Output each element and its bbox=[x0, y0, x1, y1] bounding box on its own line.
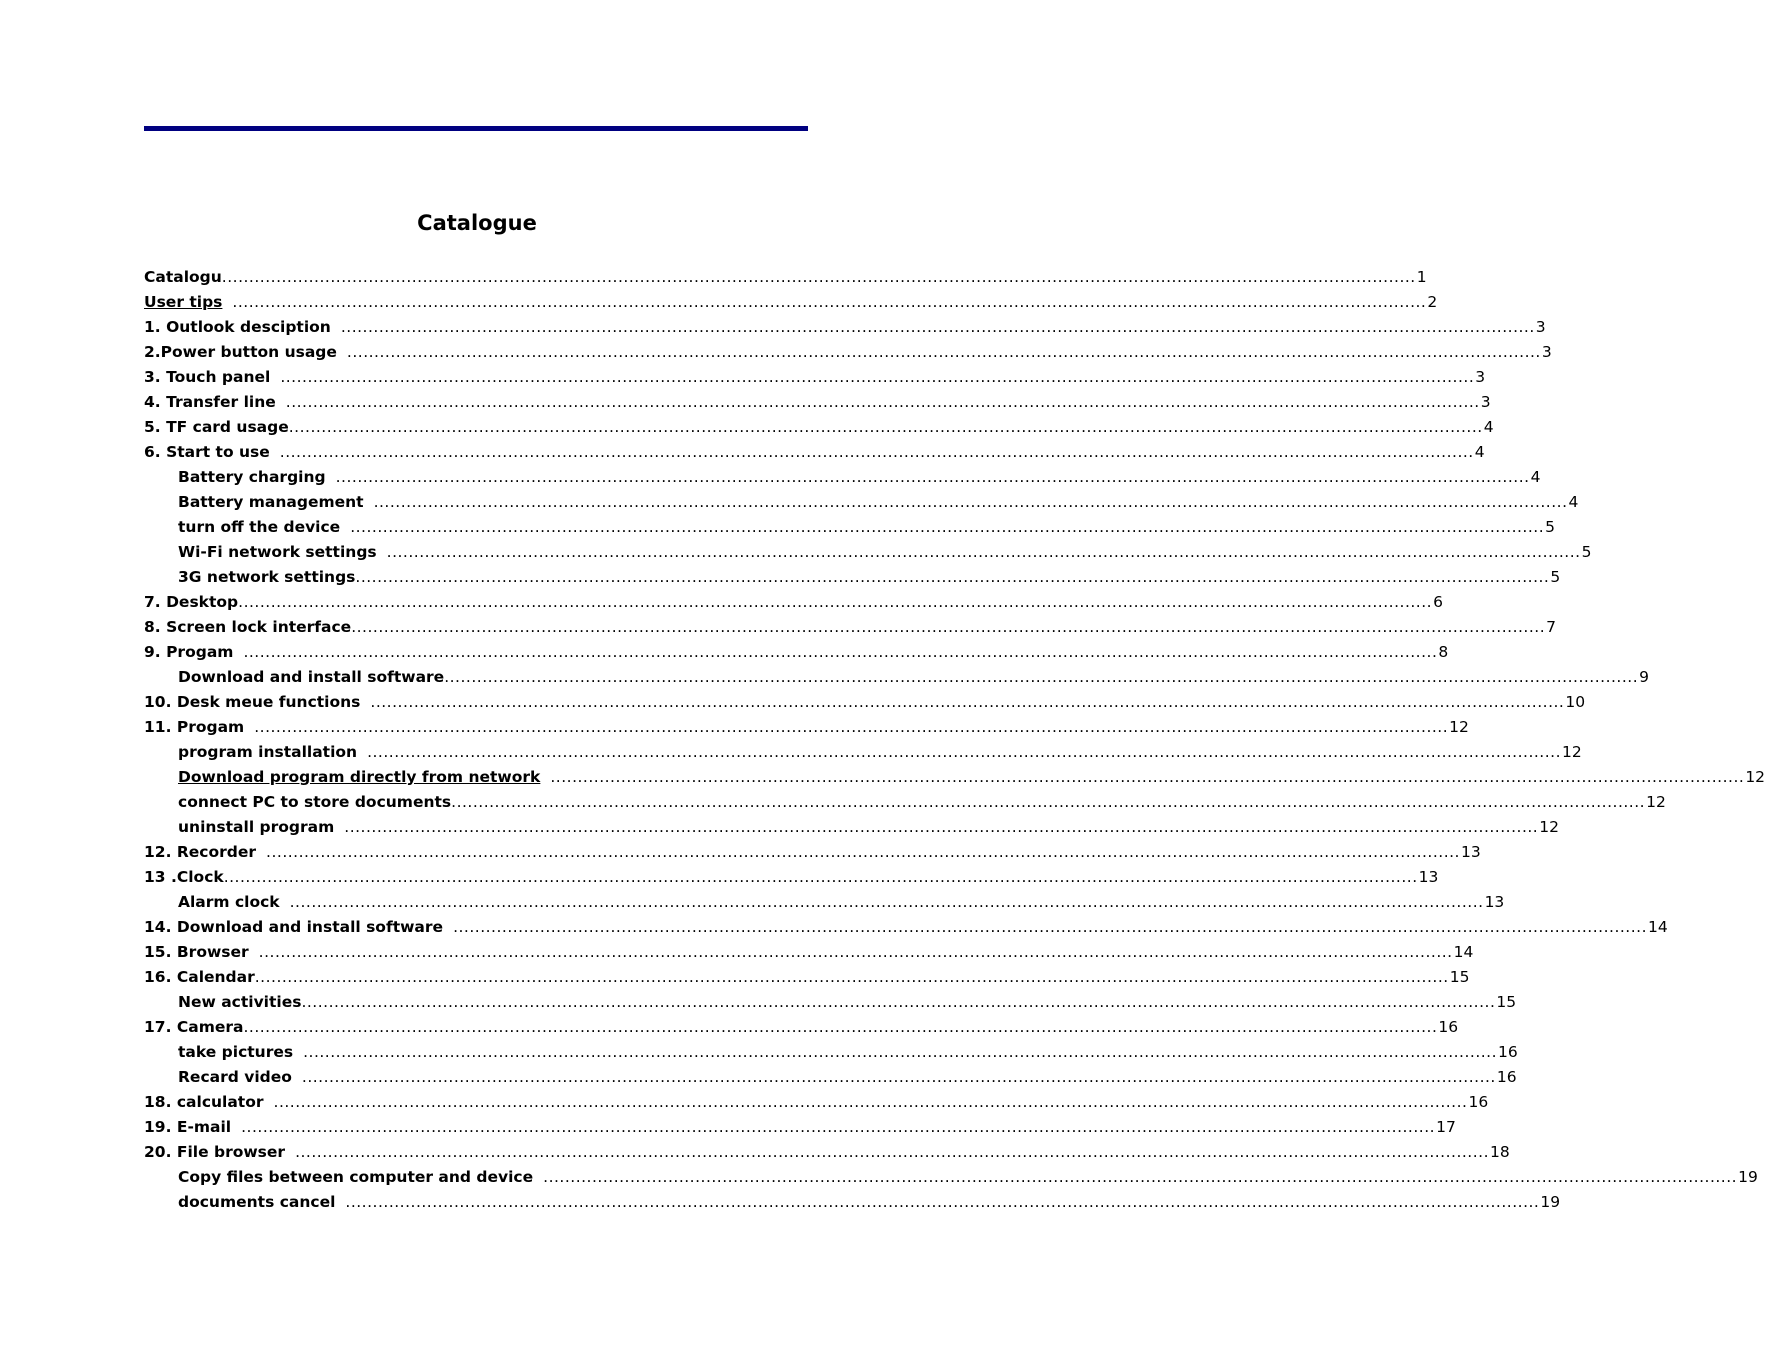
toc-entry-label: 7. Desktop bbox=[144, 593, 239, 611]
toc-dot-leader: ............................................................................................................................................................................................................................ bbox=[345, 1193, 1540, 1211]
toc-entry-page-number: 6 bbox=[1433, 593, 1443, 611]
toc-entry-page-number: 4 bbox=[1568, 493, 1579, 511]
toc-entry-label: 3. Touch panel bbox=[144, 368, 271, 386]
toc-entry[interactable] bbox=[144, 515, 1556, 540]
toc-entry[interactable] bbox=[144, 615, 1557, 640]
table-of-contents bbox=[144, 265, 1765, 1215]
toc-entry[interactable] bbox=[144, 840, 1481, 865]
toc-dot-leader: ............................................................................................................................................................................................................................ bbox=[543, 1168, 1738, 1186]
toc-entry-label: 5. TF card usage bbox=[144, 418, 289, 436]
toc-entry-page-number: 10 bbox=[1565, 693, 1586, 711]
toc-entry-page-number: 14 bbox=[1648, 918, 1668, 936]
toc-entry-page-number: 2 bbox=[1427, 293, 1438, 311]
toc-entry[interactable] bbox=[144, 765, 1765, 790]
toc-dot-leader: ............................................................................................................................................................................................................................ bbox=[258, 943, 1453, 961]
toc-entry-label: 3G network settings bbox=[178, 568, 356, 586]
toc-entry-page-number: 13 bbox=[1418, 868, 1439, 886]
toc-entry[interactable] bbox=[144, 590, 1443, 615]
toc-entry-page-number: 4 bbox=[1474, 443, 1485, 461]
toc-entry-label: 19. E-mail bbox=[144, 1118, 232, 1136]
toc-dot-leader: ............................................................................................................................................................................................................................ bbox=[223, 868, 1418, 886]
toc-dot-leader: ............................................................................................................................................................................................................................ bbox=[289, 893, 1484, 911]
toc-dot-leader: ............................................................................................................................................................................................................................ bbox=[285, 393, 1480, 411]
toc-dot-leader: ............................................................................................................................................................................................................................ bbox=[273, 1093, 1468, 1111]
toc-dot-leader: ............................................................................................................................................................................................................................ bbox=[301, 993, 1496, 1011]
toc-entry-page-number: 15 bbox=[1449, 968, 1470, 986]
toc-entry-page-number: 18 bbox=[1490, 1143, 1510, 1161]
toc-entry-page-number: 7 bbox=[1546, 618, 1557, 636]
toc-entry-label: 16. Calendar bbox=[144, 968, 255, 986]
toc-entry[interactable] bbox=[144, 890, 1505, 915]
toc-entry-page-number: 19 bbox=[1738, 1168, 1758, 1186]
toc-entry-page-number: 4 bbox=[1483, 418, 1494, 436]
toc-entry[interactable] bbox=[144, 990, 1517, 1015]
toc-entry[interactable] bbox=[144, 965, 1470, 990]
toc-entry[interactable] bbox=[144, 265, 1427, 290]
toc-dot-leader: ............................................................................................................................................................................................................................ bbox=[367, 743, 1562, 761]
toc-entry-label: 15. Browser bbox=[144, 943, 249, 961]
toc-dot-leader: ............................................................................................................................................................................................................................ bbox=[373, 493, 1568, 511]
toc-dot-leader: ............................................................................................................................................................................................................................ bbox=[238, 593, 1433, 611]
toc-dot-leader: ............................................................................................................................................................................................................................ bbox=[280, 368, 1475, 386]
toc-dot-leader: ............................................................................................................................................................................................................................ bbox=[344, 818, 1539, 836]
toc-dot-leader: ............................................................................................................................................................................................................................ bbox=[243, 643, 1438, 661]
toc-entry[interactable] bbox=[144, 390, 1491, 415]
toc-entry-page-number: 12 bbox=[1562, 743, 1582, 761]
toc-entry[interactable] bbox=[144, 365, 1486, 390]
toc-entry-page-number: 5 bbox=[1550, 568, 1561, 586]
toc-dot-leader: ............................................................................................................................................................................................................................ bbox=[453, 918, 1648, 936]
toc-entry-page-number: 1 bbox=[1416, 268, 1427, 286]
toc-entry-page-number: 16 bbox=[1498, 1043, 1518, 1061]
toc-entry-page-number: 3 bbox=[1480, 393, 1491, 411]
toc-entry[interactable] bbox=[144, 415, 1494, 440]
toc-entry-label: turn off the device bbox=[178, 518, 341, 536]
toc-dot-leader: ............................................................................................................................................................................................................................ bbox=[243, 1018, 1438, 1036]
toc-dot-leader: ............................................................................................................................................................................................................................ bbox=[351, 618, 1546, 636]
toc-entry-page-number: 12 bbox=[1646, 793, 1666, 811]
toc-entry[interactable] bbox=[144, 790, 1666, 815]
toc-entry-page-number: 16 bbox=[1496, 1068, 1517, 1086]
toc-entry-label: Alarm clock bbox=[178, 893, 280, 911]
toc-dot-leader: ............................................................................................................................................................................................................................ bbox=[350, 518, 1545, 536]
toc-entry-page-number: 3 bbox=[1475, 368, 1486, 386]
toc-entry[interactable] bbox=[144, 1090, 1489, 1115]
toc-entry-page-number: 5 bbox=[1581, 543, 1592, 561]
toc-dot-leader: ............................................................................................................................................................................................................................ bbox=[295, 1143, 1490, 1161]
toc-entry-label: documents cancel bbox=[178, 1193, 336, 1211]
toc-entry-page-number: 13 bbox=[1461, 843, 1481, 861]
toc-dot-leader: ............................................................................................................................................................................................................................ bbox=[288, 418, 1483, 436]
toc-entry-page-number: 19 bbox=[1540, 1193, 1561, 1211]
toc-entry[interactable] bbox=[144, 565, 1561, 590]
toc-dot-leader: ............................................................................................................................................................................................................................ bbox=[335, 468, 1530, 486]
toc-entry[interactable] bbox=[144, 1140, 1510, 1165]
toc-entry-label: 8. Screen lock interface bbox=[144, 618, 352, 636]
toc-dot-leader: ............................................................................................................................................................................................................................ bbox=[254, 968, 1449, 986]
toc-dot-leader: ............................................................................................................................................................................................................................ bbox=[444, 668, 1639, 686]
toc-dot-leader: ............................................................................................................................................................................................................................ bbox=[279, 443, 1474, 461]
toc-entry-page-number: 3 bbox=[1535, 318, 1546, 336]
toc-entry-page-number: 8 bbox=[1438, 643, 1449, 661]
toc-entry-page-number: 17 bbox=[1436, 1118, 1456, 1136]
toc-entry-label: program installation bbox=[178, 743, 358, 761]
toc-dot-leader: ............................................................................................................................................................................................................................ bbox=[386, 543, 1581, 561]
toc-entry[interactable] bbox=[144, 340, 1552, 365]
toc-entry-label: 9. Progam bbox=[144, 643, 234, 661]
toc-entry[interactable] bbox=[144, 1115, 1456, 1140]
toc-entry-label: connect PC to store documents bbox=[178, 793, 452, 811]
toc-dot-leader: ............................................................................................................................................................................................................................ bbox=[232, 293, 1427, 311]
toc-entry-label: New activities bbox=[178, 993, 302, 1011]
toc-dot-leader: ............................................................................................................................................................................................................................ bbox=[254, 718, 1449, 736]
toc-entry-label: 2.Power button usage bbox=[144, 343, 337, 361]
toc-dot-leader: ............................................................................................................................................................................................................................ bbox=[266, 843, 1460, 861]
toc-entry-label: 10. Desk meue functions bbox=[144, 693, 361, 711]
toc-entry[interactable] bbox=[144, 740, 1582, 765]
toc-entry-label: Wi-Fi network settings bbox=[178, 543, 377, 561]
toc-entry[interactable] bbox=[144, 865, 1439, 890]
toc-entry[interactable] bbox=[144, 315, 1546, 340]
toc-dot-leader: ............................................................................................................................................................................................................................ bbox=[301, 1068, 1496, 1086]
toc-dot-leader: ............................................................................................................................................................................................................................ bbox=[221, 268, 1416, 286]
toc-entry-page-number: 14 bbox=[1453, 943, 1474, 961]
toc-entry[interactable] bbox=[144, 715, 1469, 740]
toc-entry[interactable] bbox=[144, 640, 1449, 665]
toc-dot-leader: ............................................................................................................................................................................................................................ bbox=[340, 318, 1535, 336]
toc-entry-page-number: 3 bbox=[1541, 343, 1552, 361]
toc-entry-page-number: 15 bbox=[1496, 993, 1517, 1011]
toc-entry-label: take pictures bbox=[178, 1043, 294, 1061]
toc-dot-leader: ............................................................................................................................................................................................................................ bbox=[451, 793, 1646, 811]
toc-entry-page-number: 12 bbox=[1539, 818, 1559, 836]
toc-entry-label: 13 .Clock bbox=[144, 868, 224, 886]
toc-entry[interactable] bbox=[144, 440, 1485, 465]
toc-entry-page-number: 12 bbox=[1449, 718, 1469, 736]
toc-entry-label: 12. Recorder bbox=[144, 843, 257, 861]
toc-entry-page-number: 9 bbox=[1639, 668, 1650, 686]
toc-entry-label: Battery charging bbox=[178, 468, 326, 486]
toc-entry-page-number: 5 bbox=[1545, 518, 1556, 536]
toc-entry-page-number: 16 bbox=[1438, 1018, 1459, 1036]
toc-entry-label[interactable]: Download program directly from network bbox=[178, 768, 541, 786]
toc-entry[interactable] bbox=[144, 465, 1541, 490]
toc-entry[interactable] bbox=[144, 665, 1650, 690]
toc-entry[interactable] bbox=[144, 690, 1586, 715]
toc-entry[interactable] bbox=[144, 540, 1592, 565]
toc-entry-label: 11. Progam bbox=[144, 718, 245, 736]
toc-entry[interactable] bbox=[144, 290, 1438, 315]
toc-entry-label: Recard video bbox=[178, 1068, 292, 1086]
toc-dot-leader: ............................................................................................................................................................................................................................ bbox=[346, 343, 1541, 361]
toc-entry[interactable] bbox=[144, 1015, 1459, 1040]
toc-entry-label: 14. Download and install software bbox=[144, 918, 444, 936]
toc-entry[interactable] bbox=[144, 815, 1559, 840]
toc-dot-leader: ............................................................................................................................................................................................................................ bbox=[241, 1118, 1436, 1136]
toc-entry-label: uninstall program bbox=[178, 818, 335, 836]
page-title: Catalogue bbox=[417, 211, 537, 235]
toc-entry-page-number: 12 bbox=[1745, 768, 1765, 786]
toc-entry-label: Catalogu bbox=[144, 268, 222, 286]
toc-entry-label: Download and install software bbox=[178, 668, 445, 686]
toc-entry-label: 4. Transfer line bbox=[144, 393, 276, 411]
toc-entry-label: 17. Camera bbox=[144, 1018, 244, 1036]
toc-entry-label[interactable]: User tips bbox=[144, 293, 223, 311]
toc-entry[interactable] bbox=[144, 915, 1668, 940]
toc-entry-label: Copy files between computer and device bbox=[178, 1168, 534, 1186]
toc-entry-label: 18. calculator bbox=[144, 1093, 264, 1111]
toc-dot-leader: ............................................................................................................................................................................................................................ bbox=[550, 768, 1745, 786]
toc-entry-label: 6. Start to use bbox=[144, 443, 270, 461]
toc-entry-page-number: 13 bbox=[1484, 893, 1505, 911]
toc-dot-leader: ............................................................................................................................................................................................................................ bbox=[303, 1043, 1498, 1061]
header-rule bbox=[144, 126, 808, 131]
toc-entry[interactable] bbox=[144, 1165, 1758, 1190]
toc-entry-label: 1. Outlook desciption bbox=[144, 318, 331, 336]
toc-entry-label: 20. File browser bbox=[144, 1143, 286, 1161]
toc-entry[interactable] bbox=[144, 1190, 1561, 1215]
toc-entry[interactable] bbox=[144, 1040, 1518, 1065]
toc-entry[interactable] bbox=[144, 490, 1579, 515]
toc-entry-label: Battery management bbox=[178, 493, 364, 511]
toc-entry-page-number: 4 bbox=[1530, 468, 1541, 486]
toc-dot-leader: ............................................................................................................................................................................................................................ bbox=[355, 568, 1550, 586]
toc-entry-page-number: 16 bbox=[1468, 1093, 1489, 1111]
toc-entry[interactable] bbox=[144, 940, 1474, 965]
toc-entry[interactable] bbox=[144, 1065, 1517, 1090]
toc-dot-leader: ............................................................................................................................................................................................................................ bbox=[370, 693, 1565, 711]
